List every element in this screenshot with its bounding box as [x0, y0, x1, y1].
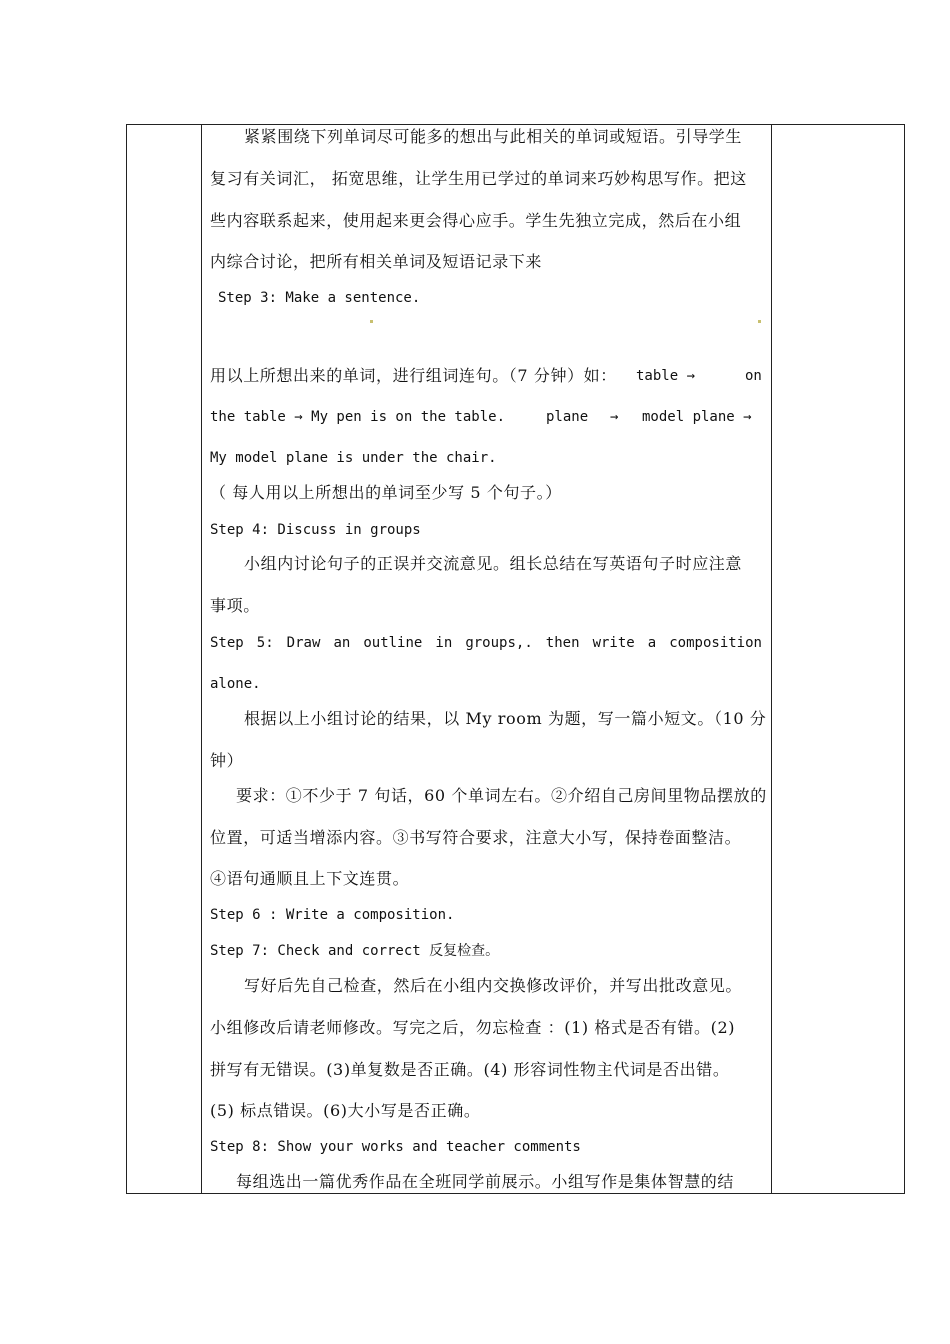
example-sentence: the table → My pen is on the table. — [210, 409, 506, 425]
step-3-heading: Step 3: Make a sentence. — [218, 290, 421, 306]
heading-word: Step — [210, 635, 244, 651]
paragraph-line: 根据以上小组讨论的结果，以 My room 为题，写一篇小短文。（10 分 — [244, 709, 767, 728]
paragraph-line: 写好后先自己检查，然后在小组内交换修改评价，并写出批改意见。 — [244, 976, 743, 995]
heading-word: outline — [363, 635, 423, 651]
scan-artifact-dot — [758, 320, 761, 323]
example-phrase: model plane → — [642, 409, 752, 425]
step-5-heading-cont: alone. — [210, 676, 261, 692]
step-8-heading: Step 8: Show your works and teacher comments — [210, 1139, 581, 1155]
paragraph-line: （ 每人用以上所想出的单词至少写 5 个句子。） — [210, 483, 562, 502]
column-divider-right — [771, 125, 772, 1193]
scan-artifact-dot — [370, 320, 373, 323]
heading-word: write — [592, 635, 635, 651]
requirement-line: ④语句通顺且上下文连贯。 — [210, 869, 410, 888]
step-6-heading: Step 6 : Write a composition. — [210, 907, 455, 923]
requirement-line: 要求：①不少于 7 句话，60 个单词左右。②介绍自己房间里物品摆放的 — [236, 786, 767, 805]
paragraph-line: 小组修改后请老师修改。写完之后，勿忘检查 ：(1) 格式是否有错。(2) — [210, 1018, 736, 1037]
paragraph-line: 事项。 — [210, 596, 260, 615]
example-word: on — [745, 368, 762, 384]
heading-word: composition — [669, 635, 762, 651]
heading-word: a — [647, 635, 657, 651]
step-5-heading — [210, 633, 762, 653]
requirement-line: 位置，可适当增添内容。③书写符合要求，注意大小写，保持卷面整洁。 — [210, 828, 742, 847]
paragraph-line: 用以上所想出来的单词，进行组词连句。（7 分钟）如： — [210, 366, 617, 385]
paragraph-line: 复习有关词汇， 拓宽思维，让学生用已学过的单词来巧妙构思写作。把这 — [210, 169, 747, 188]
heading-word: 5: — [256, 635, 274, 651]
example-word: table → — [636, 368, 696, 384]
heading-word: Draw — [286, 635, 321, 651]
example-word: plane — [546, 409, 589, 425]
paragraph-line: 些内容联系起来，使用起来更会得心应手。学生先独立完成，然后在小组 — [210, 211, 742, 230]
paragraph-line: (5) 标点错误。(6)大小写是否正确。 — [210, 1101, 481, 1120]
heading-word: groups,. — [465, 635, 533, 651]
column-divider-left — [201, 125, 202, 1193]
paragraph-line: 钟） — [210, 751, 244, 770]
heading-word: then — [545, 635, 580, 651]
paragraph-line: 内综合讨论，把所有相关单词及短语记录下来 — [210, 252, 543, 271]
heading-word: in — [435, 635, 453, 651]
example-arrow: → — [610, 409, 619, 425]
paragraph-line: 紧紧围绕下列单词尽可能多的想出与此相关的单词或短语。引导学生 — [244, 127, 743, 146]
paragraph-line: 拼写有无错误。(3)单复数是否正确。(4) 形容词性物主代词是否出错。 — [210, 1060, 730, 1079]
paragraph-line: 每组选出一篇优秀作品在全班同学前展示。小组写作是集体智慧的结 — [236, 1172, 735, 1191]
example-sentence: My model plane is under the chair. — [210, 450, 497, 466]
paragraph-line: 小组内讨论句子的正误并交流意见。组长总结在写英语句子时应注意 — [244, 554, 743, 573]
heading-word: an — [333, 635, 351, 651]
step-4-heading: Step 4: Discuss in groups — [210, 522, 421, 538]
step-7-heading: Step 7: Check and correct 反复检查。 — [210, 943, 500, 959]
